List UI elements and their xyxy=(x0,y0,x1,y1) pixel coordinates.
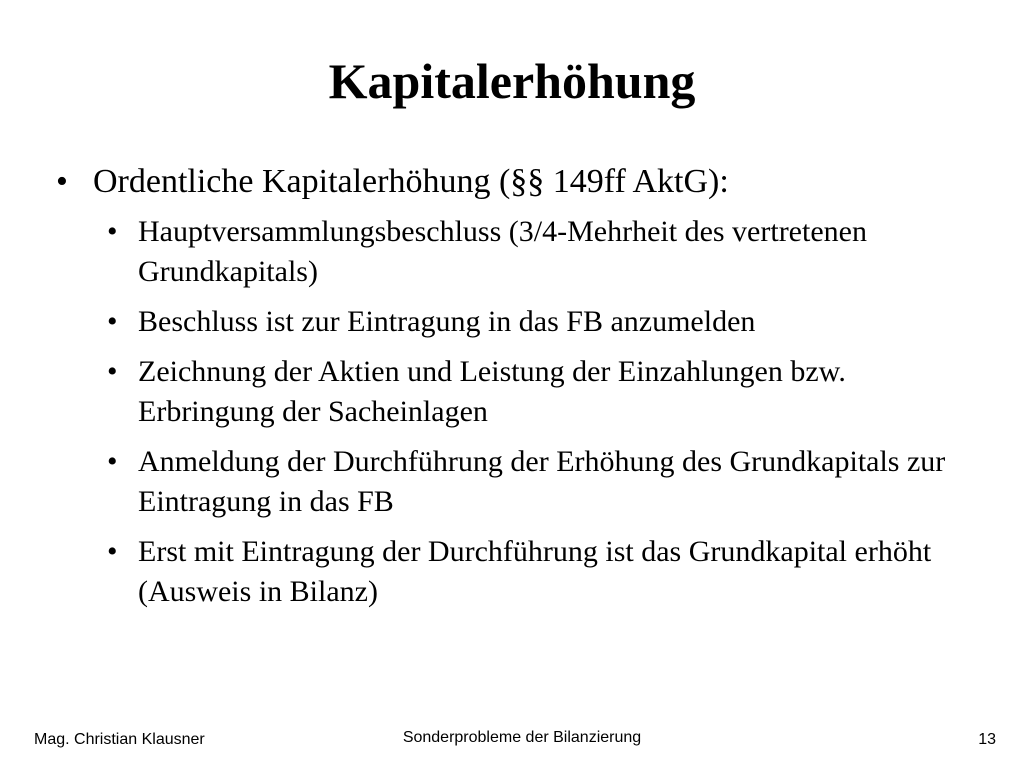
sub-bullet-item xyxy=(0,302,1024,342)
sub-bullet-item xyxy=(0,212,1024,292)
bullet-icon: • xyxy=(107,445,118,478)
slide-title: Kapitalerhöhung xyxy=(328,53,696,109)
slide-content xyxy=(0,160,1024,622)
bullet-icon: • xyxy=(107,305,118,338)
sub-bullet-item xyxy=(0,352,1024,432)
bullet-icon: • xyxy=(107,215,118,248)
bullet-icon: • xyxy=(56,163,68,200)
bullet-icon: • xyxy=(107,355,118,388)
sub-bullet-text: Hauptversammlungsbeschluss (3/4-Mehrheit des vertretenen Grundkapitals) xyxy=(138,215,867,288)
page-number: 13 xyxy=(978,731,996,748)
sub-bullet-text: Erst mit Eintragung der Durchführung ist das Grundkapital erhöht (Ausweis in Bilanz) xyxy=(138,535,932,608)
sub-bullet-text: Beschluss ist zur Eintragung in das FB anzumelden xyxy=(138,305,756,338)
main-bullet-text: Ordentliche Kapitalerhöhung (§§ 149ff AktG): xyxy=(93,163,729,200)
main-bullet-item xyxy=(0,160,1024,204)
sub-bullet-item xyxy=(0,532,1024,612)
footer-topic: Sonderprobleme der Bilanzierung xyxy=(402,729,642,746)
sub-bullet-list xyxy=(0,212,1024,612)
sub-bullet-item xyxy=(0,442,1024,522)
sub-bullet-text: Anmeldung der Durchführung der Erhöhung des Grundkapitals zur Eintragung in das FB xyxy=(138,445,946,518)
sub-bullet-text: Zeichnung der Aktien und Leistung der Einzahlungen bzw. Erbringung der Sacheinlagen xyxy=(138,355,846,428)
bullet-icon: • xyxy=(107,535,118,568)
footer-author: Mag. Christian Klausner xyxy=(34,731,205,748)
